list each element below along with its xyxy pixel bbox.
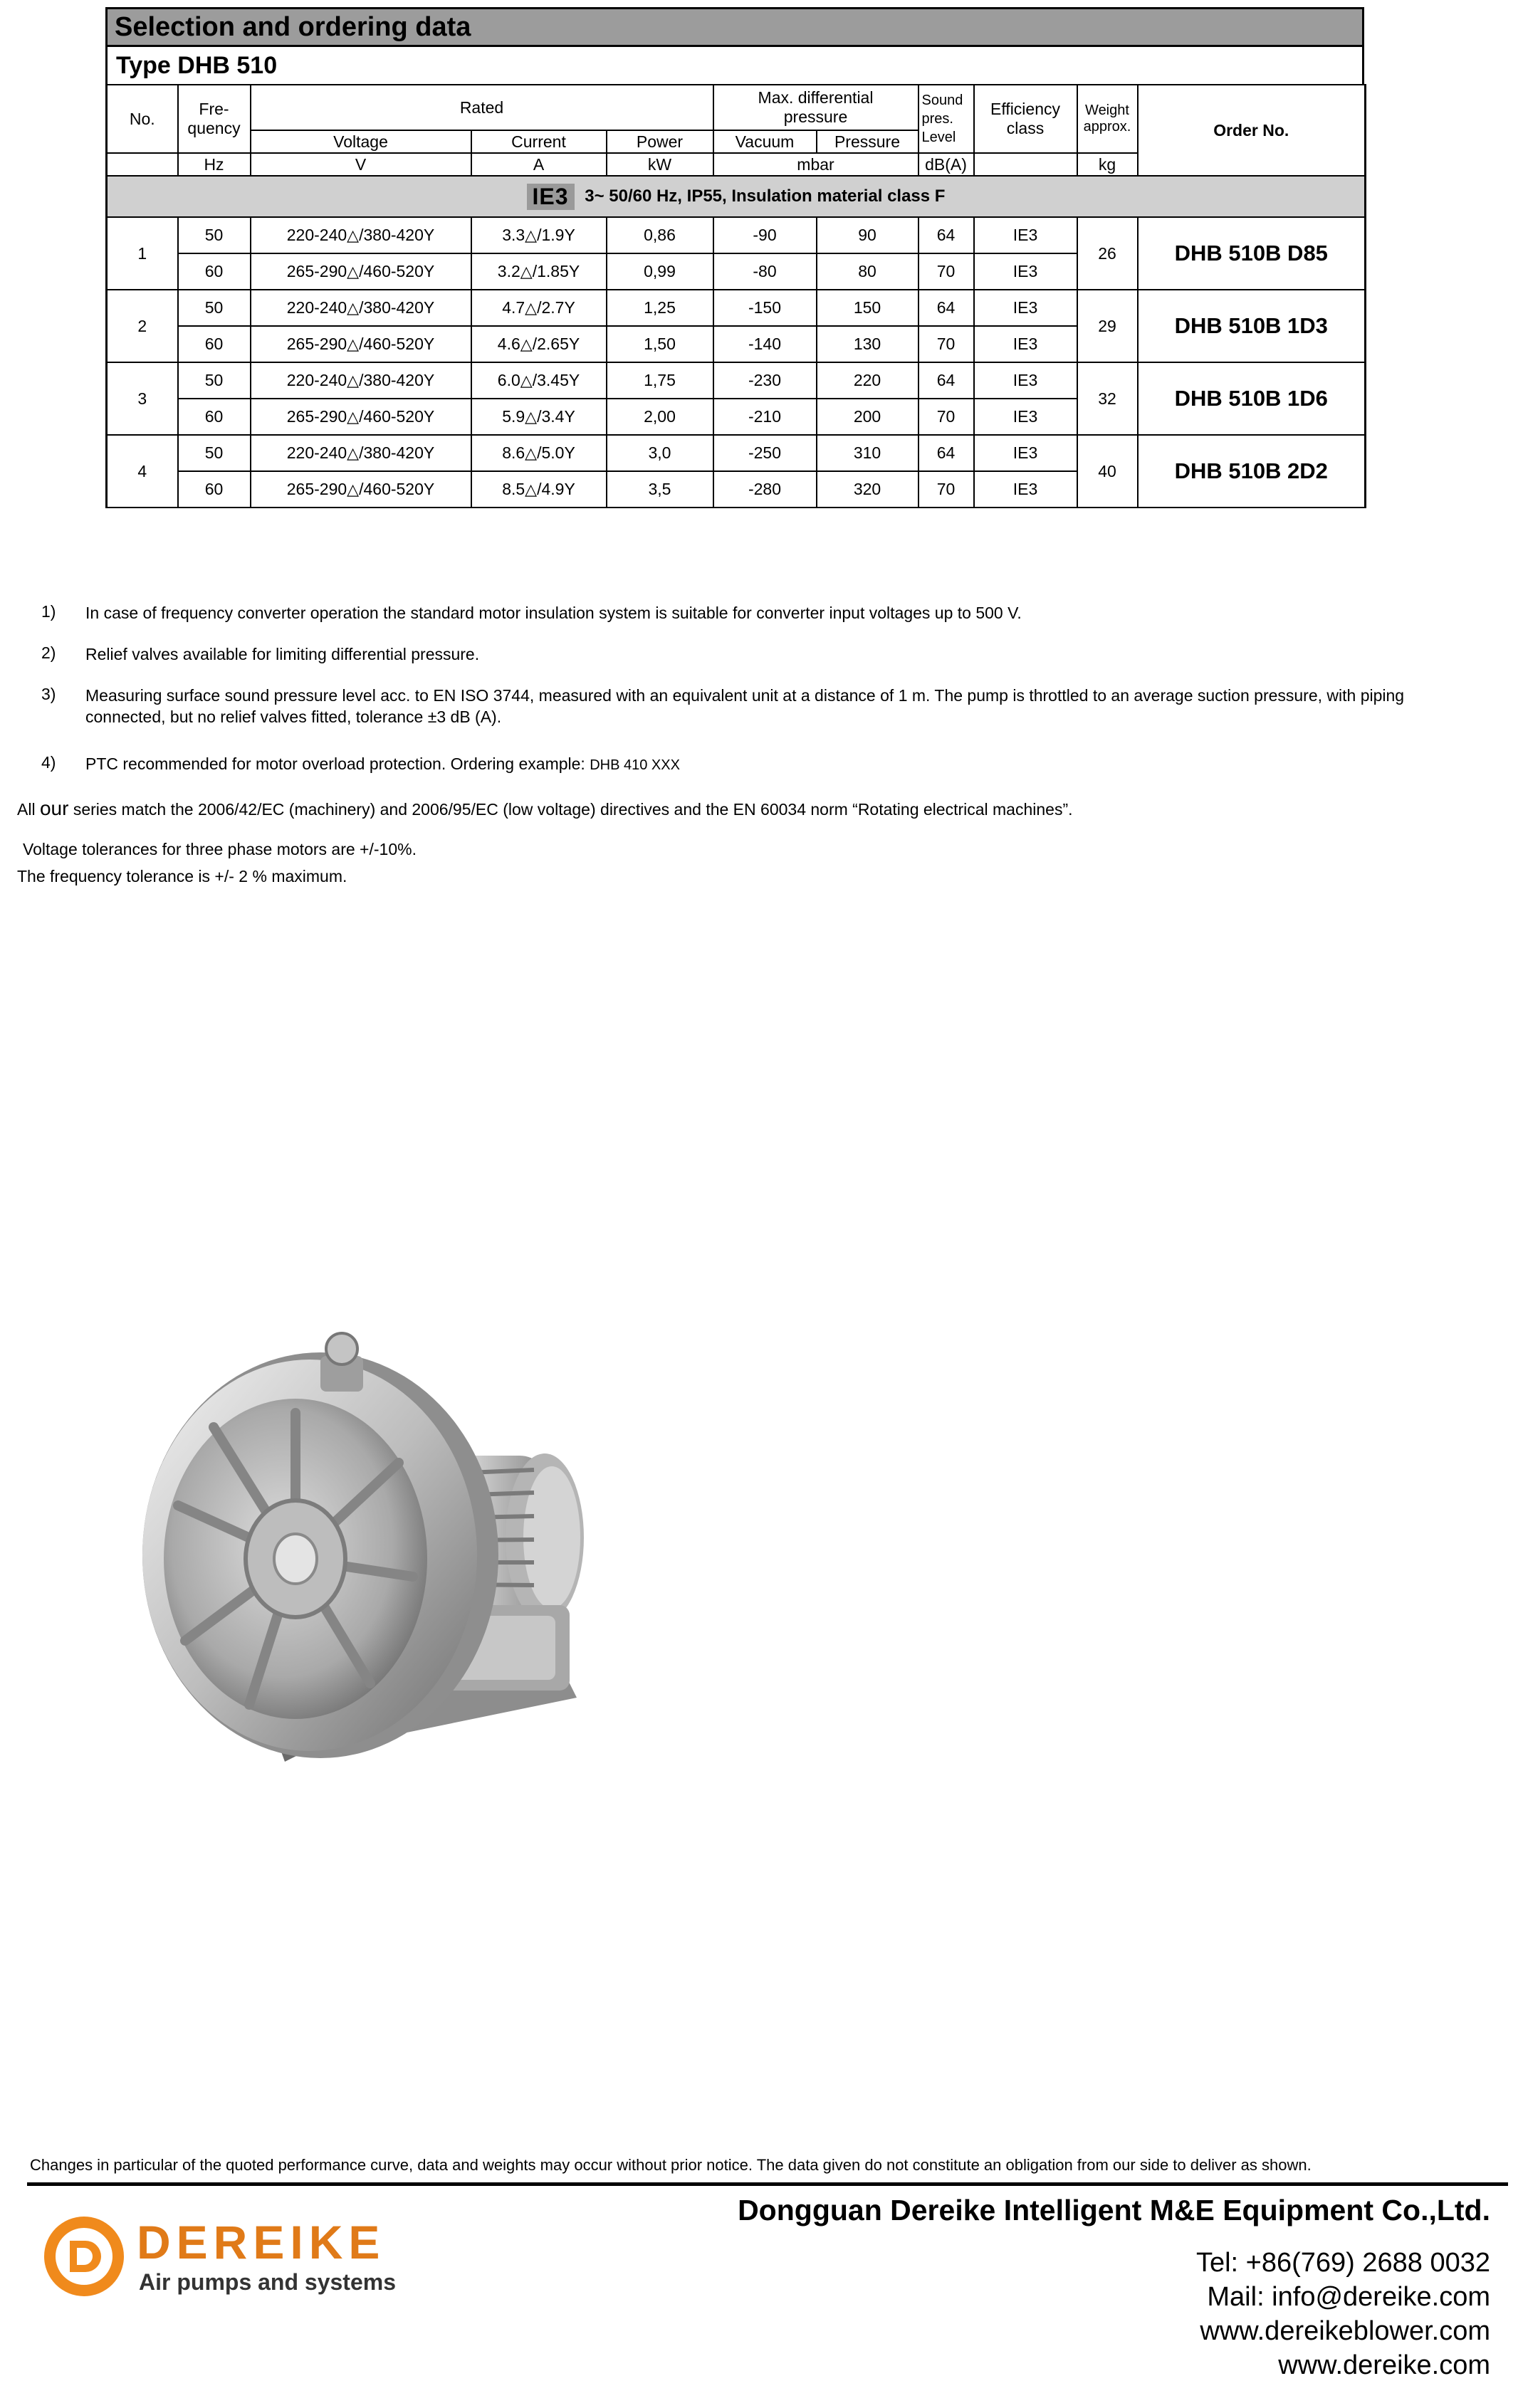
ordering-example: DHB 410 XXX xyxy=(590,757,680,773)
row-number: 4 xyxy=(107,435,178,508)
cell-voltage: 265-290△/460-520Y xyxy=(251,326,471,362)
blower-product-image xyxy=(107,1271,662,1826)
header-no: No. xyxy=(107,85,178,153)
note-item xyxy=(41,753,1438,776)
cell-efficiency: IE3 xyxy=(974,435,1077,471)
cell-power: 0,99 xyxy=(607,253,713,290)
cell-voltage: 220-240△/380-420Y xyxy=(251,217,471,253)
cell-vacuum: -210 xyxy=(713,399,817,435)
header-current: Current xyxy=(471,130,607,153)
header-pressure: Pressure xyxy=(817,130,918,153)
cell-current: 8.5△/4.9Y xyxy=(471,471,607,508)
contact-web-blower: www.dereikeblower.com xyxy=(1200,2316,1490,2346)
cell-order-number: DHB 510B 1D6 xyxy=(1138,362,1366,435)
cell-power: 1,25 xyxy=(607,290,713,326)
row-number: 1 xyxy=(107,217,178,290)
note-text: Relief valves available for limiting differential pressure. xyxy=(85,645,480,663)
motor-spec-band xyxy=(107,176,1366,217)
cell-pressure: 310 xyxy=(817,435,918,471)
cell-frequency: 50 xyxy=(178,217,251,253)
cell-sound-level: 70 xyxy=(918,326,974,362)
brand-tagline: Air pumps and systems xyxy=(139,2269,396,2295)
section-title: Selection and ordering data xyxy=(105,7,1364,45)
cell-voltage: 220-240△/380-420Y xyxy=(251,435,471,471)
unit-kw: kW xyxy=(607,153,713,176)
cell-order-number: DHB 510B D85 xyxy=(1138,217,1366,290)
unit-hz: Hz xyxy=(178,153,251,176)
cell-voltage: 265-290△/460-520Y xyxy=(251,471,471,508)
cell-voltage: 265-290△/460-520Y xyxy=(251,399,471,435)
dereike-logo-icon xyxy=(41,2214,127,2299)
cell-sound-level: 64 xyxy=(918,362,974,399)
note-number: 4) xyxy=(41,753,56,772)
motor-spec-text: 3~ 50/60 Hz, IP55, Insulation material class F xyxy=(585,186,946,206)
cell-pressure: 130 xyxy=(817,326,918,362)
cell-power: 3,5 xyxy=(607,471,713,508)
cell-pressure: 150 xyxy=(817,290,918,326)
table-row xyxy=(107,362,1366,399)
cell-sound-level: 64 xyxy=(918,290,974,326)
type-label: Type DHB 510 xyxy=(105,45,1364,84)
note-number: 2) xyxy=(41,643,56,662)
cell-efficiency: IE3 xyxy=(974,290,1077,326)
company-name: Dongguan Dereike Intelligent M&E Equipment Co.,Ltd. xyxy=(738,2194,1490,2226)
cell-vacuum: -140 xyxy=(713,326,817,362)
unit-blank-2 xyxy=(974,153,1077,176)
header-sound: Sound pres. Level xyxy=(918,85,974,153)
cell-frequency: 60 xyxy=(178,399,251,435)
cell-frequency: 50 xyxy=(178,362,251,399)
cell-pressure: 90 xyxy=(817,217,918,253)
cell-efficiency: IE3 xyxy=(974,399,1077,435)
cell-pressure: 220 xyxy=(817,362,918,399)
frequency-tolerance: The frequency tolerance is +/- 2 % maximum. xyxy=(17,867,347,885)
table-row xyxy=(107,290,1366,326)
brand-name: DEREIKE xyxy=(137,2216,386,2268)
header-frequency: Fre- quency xyxy=(178,85,251,153)
cell-power: 1,75 xyxy=(607,362,713,399)
cell-weight: 32 xyxy=(1077,362,1138,435)
row-number: 3 xyxy=(107,362,178,435)
cell-vacuum: -80 xyxy=(713,253,817,290)
contact-mail: Mail: info@dereike.com xyxy=(1207,2282,1490,2312)
cell-pressure: 320 xyxy=(817,471,918,508)
cell-efficiency: IE3 xyxy=(974,362,1077,399)
header-rated: Rated xyxy=(251,85,713,130)
cell-weight: 26 xyxy=(1077,217,1138,290)
cell-voltage: 220-240△/380-420Y xyxy=(251,362,471,399)
cell-power: 3,0 xyxy=(607,435,713,471)
note-item xyxy=(41,643,1438,665)
unit-dba: dB(A) xyxy=(918,153,974,176)
footer-divider xyxy=(27,2182,1508,2186)
directives-text: All our series match the 2006/42/EC (machinery) and 2006/95/EC (low voltage) directives and the EN 60034 norm “Rotating electrical machines”. xyxy=(17,797,1073,819)
cell-efficiency: IE3 xyxy=(974,471,1077,508)
cell-sound-level: 64 xyxy=(918,217,974,253)
cell-power: 1,50 xyxy=(607,326,713,362)
contact-tel: Tel: +86(769) 2688 0032 xyxy=(1195,2248,1490,2278)
cell-pressure: 80 xyxy=(817,253,918,290)
cell-vacuum: -230 xyxy=(713,362,817,399)
note-item xyxy=(41,602,1438,624)
cell-weight: 40 xyxy=(1077,435,1138,508)
cell-order-number: DHB 510B 2D2 xyxy=(1138,435,1366,508)
cell-weight: 29 xyxy=(1077,290,1138,362)
cell-sound-level: 70 xyxy=(918,399,974,435)
note-text: In case of frequency converter operation the standard motor insulation system is suitable for converter input voltages up to 500 V. xyxy=(85,604,1022,622)
cell-frequency: 50 xyxy=(178,290,251,326)
unit-mbar: mbar xyxy=(713,153,918,176)
cell-current: 5.9△/3.4Y xyxy=(471,399,607,435)
header-order: Order No. xyxy=(1138,85,1366,176)
contact-web: www.dereike.com xyxy=(1278,2350,1490,2380)
cell-pressure: 200 xyxy=(817,399,918,435)
table-row xyxy=(107,217,1366,253)
note-text: PTC recommended for motor overload protection. Ordering example: DHB 410 XXX xyxy=(85,755,680,773)
spec-table xyxy=(105,84,1366,508)
header-vacuum: Vacuum xyxy=(713,130,817,153)
cell-order-number: DHB 510B 1D3 xyxy=(1138,290,1366,362)
cell-vacuum: -90 xyxy=(713,217,817,253)
note-text: Measuring surface sound pressure level acc. to EN ISO 3744, measured with an equivalent unit at a distance of 1 m. The pump is throttled to an average suction pressure, with piping connected, but no relief valves fitted, tolerance ±3 dB (A). xyxy=(85,686,1405,726)
cell-current: 8.6△/5.0Y xyxy=(471,435,607,471)
cell-power: 2,00 xyxy=(607,399,713,435)
cell-power: 0,86 xyxy=(607,217,713,253)
cell-frequency: 60 xyxy=(178,253,251,290)
cell-current: 6.0△/3.45Y xyxy=(471,362,607,399)
cell-voltage: 265-290△/460-520Y xyxy=(251,253,471,290)
ie3-chip: IE3 xyxy=(527,184,575,210)
header-power: Power xyxy=(607,130,713,153)
cell-vacuum: -250 xyxy=(713,435,817,471)
cell-sound-level: 70 xyxy=(918,471,974,508)
note-number: 3) xyxy=(41,685,56,703)
cell-vacuum: -280 xyxy=(713,471,817,508)
unit-kg: kg xyxy=(1077,153,1138,176)
header-efficiency: Efficiency class xyxy=(974,85,1077,153)
note-item xyxy=(41,685,1438,727)
header-voltage: Voltage xyxy=(251,130,471,153)
footer-disclaimer: Changes in particular of the quoted performance curve, data and weights may occur without prior notice. The data given do not constitute an obligation from our side to deliver as shown. xyxy=(30,2156,1312,2174)
header-max-diff: Max. differential pressure xyxy=(713,85,918,130)
data-rows xyxy=(107,217,1366,508)
unit-v: V xyxy=(251,153,471,176)
header-weight: Weight approx. xyxy=(1077,85,1138,153)
unit-a: A xyxy=(471,153,607,176)
note-number: 1) xyxy=(41,602,56,621)
unit-blank xyxy=(107,153,178,176)
cell-frequency: 60 xyxy=(178,326,251,362)
cell-frequency: 50 xyxy=(178,435,251,471)
ordering-data-sheet xyxy=(105,7,1364,508)
cell-voltage: 220-240△/380-420Y xyxy=(251,290,471,326)
table-row xyxy=(107,435,1366,471)
cell-sound-level: 64 xyxy=(918,435,974,471)
cell-frequency: 60 xyxy=(178,471,251,508)
voltage-tolerance: Voltage tolerances for three phase motors are +/-10%. xyxy=(23,840,417,858)
cell-current: 4.7△/2.7Y xyxy=(471,290,607,326)
cell-vacuum: -150 xyxy=(713,290,817,326)
row-number: 2 xyxy=(107,290,178,362)
cell-efficiency: IE3 xyxy=(974,253,1077,290)
cell-current: 3.3△/1.9Y xyxy=(471,217,607,253)
cell-current: 4.6△/2.65Y xyxy=(471,326,607,362)
cell-efficiency: IE3 xyxy=(974,217,1077,253)
cell-current: 3.2△/1.85Y xyxy=(471,253,607,290)
cell-sound-level: 70 xyxy=(918,253,974,290)
cell-efficiency: IE3 xyxy=(974,326,1077,362)
